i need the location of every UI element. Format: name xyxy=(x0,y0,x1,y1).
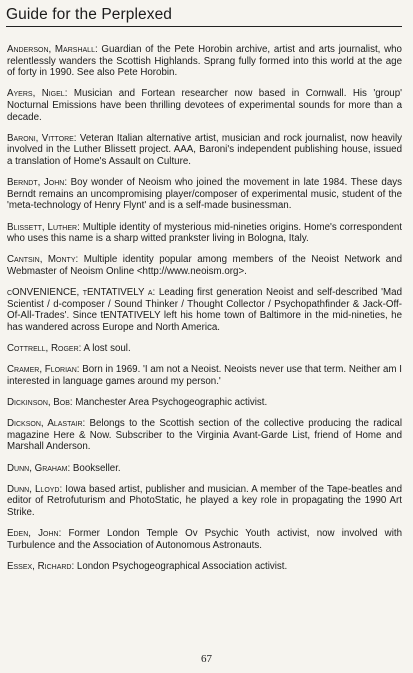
page-title: Guide for the Perplexed xyxy=(6,6,173,23)
glossary-entry xyxy=(7,254,402,277)
glossary-entry xyxy=(7,88,402,123)
running-header xyxy=(6,6,402,27)
entry-name: Dunn, Graham: xyxy=(7,462,71,474)
entry-name: cONVENIENCE, tENTATIVELY a: xyxy=(7,287,156,299)
glossary-entry xyxy=(7,343,402,355)
glossary-entry xyxy=(7,484,402,519)
entry-name: Essex, Richard: xyxy=(7,560,75,572)
glossary-entry xyxy=(7,418,402,453)
entry-name: Dickson, Alastair: xyxy=(7,418,86,430)
glossary-entry xyxy=(7,133,402,168)
entry-name: Cramer, Florian: xyxy=(7,364,80,376)
page-number: 67 xyxy=(201,653,212,665)
glossary-entry xyxy=(7,397,402,409)
glossary-list xyxy=(7,44,402,582)
glossary-entry xyxy=(7,364,402,387)
glossary-entry xyxy=(7,561,402,573)
entry-name: Dunn, Lloyd: xyxy=(7,483,63,495)
entry-text: A lost soul. xyxy=(83,343,131,355)
entry-name: Anderson, Marshall: xyxy=(7,44,98,55)
entry-name: Baroni, Vittore: xyxy=(7,132,77,144)
entry-text: Former London Temple Ov Psychic Youth activist, now involved with Turbulence and the Association of Autonomous Astronauts. xyxy=(7,528,402,551)
entry-text: Manchester Area Psychogeographic activist. xyxy=(75,397,268,408)
entry-text: Iowa based artist, publisher and musician. A member of the Tape-beatles and editor of Retrofuturism and PhotoStatic, he played a key role in propagating the 1990 Art Strike. xyxy=(7,483,402,518)
entry-text: Boy wonder of Neoism who joined the movement in late 1984. These days Berndt remains an uncompromising player/composer of experimental music, student of the 'meta-technology of Henry Flynt' and is a self-made businessman. xyxy=(7,177,403,212)
entry-name: Berndt, John: xyxy=(7,177,68,189)
entry-text: Guardian of the Pete Horobin archive, artist and arts journalist, who relentlessly wanders the Scottish Highlands. Sprang fully formed into this world at the age of forty in 1990. See also Pete Horobin. xyxy=(7,44,402,79)
entry-text: Veteran Italian alternative artist, musician and rock journalist, now heavily involved in the Luther Blissett project. AAA, Baroni's independent publishing house, issued a translation of Home's Assault on Culture. xyxy=(7,132,402,167)
entry-name: Blissett, Luther: xyxy=(7,221,80,233)
entry-name: Cottrell, Roger: xyxy=(7,343,82,355)
entry-text: Multiple identity of mysterious mid-nineties origins. Home's correspondent who uses this name is a sharp witted prankster living in Bologna, Italy. xyxy=(7,221,403,245)
entry-text: London Psychogeographical Association activist. xyxy=(76,560,288,572)
entry-text: Leading first generation Neoist and self-described 'Mad Scientist / d-composer / Sound Thinker / Thought Collector / Psychopathfinder & Jack-Off-Of-All-Trades'. Since tENTATIVELY left his home town of Baltimore in the mid-nineties, he has wandered across Europe and North America. xyxy=(7,287,403,333)
glossary-entry xyxy=(7,463,402,475)
entry-name: Eden, John: xyxy=(7,528,62,540)
entry-text: Bookseller. xyxy=(72,462,121,474)
glossary-entry xyxy=(7,44,402,79)
entry-name: Dickinson, Bob: xyxy=(7,397,73,408)
glossary-entry xyxy=(7,222,402,245)
entry-text: Musician and Fortean researcher now based in Cornwall. His 'group' Nocturnal Emissions have been thrilling devotees of experimental sounds for more than a decade. xyxy=(7,88,403,123)
glossary-entry xyxy=(7,177,402,212)
entry-name: Ayers, Nigel: xyxy=(7,88,68,100)
glossary-entry xyxy=(7,287,402,333)
entry-text: Belongs to the Scottish section of the collective producing the radical magazine Here & Now. Subscriber to the Virginia Avant-Garde List, friend of Home and Marshall Anderson. xyxy=(7,418,402,453)
entry-name: Cantsin, Monty: xyxy=(7,254,79,266)
entry-text: Multiple identity popular among members of the Neoist Network and Webmaster of Neoism Online <http://www.neoism.org>. xyxy=(7,254,402,277)
glossary-entry xyxy=(7,528,402,551)
entry-text: Born in 1969. 'I am not a Neoist. Neoists never use that term. Neither am I interested in language games around my person.' xyxy=(7,364,402,387)
